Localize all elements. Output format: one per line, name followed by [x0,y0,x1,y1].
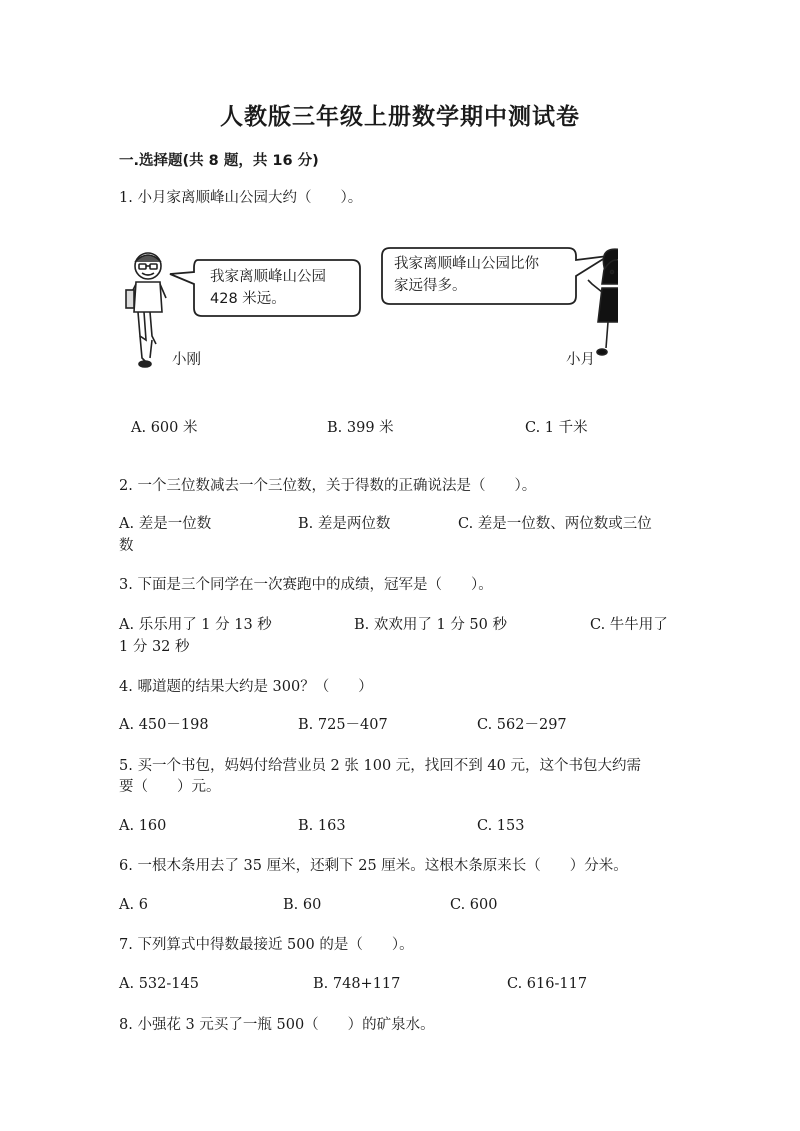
question-6-option-a[interactable]: A. 6 [119,897,148,913]
question-7-option-c[interactable]: C. 616-117 [507,976,588,992]
question-5-option-a[interactable]: A. 160 [119,818,167,834]
question-1-option-a[interactable]: A. 600 米 [131,420,198,436]
question-3-option-b[interactable]: B. 欢欢用了 1 分 50 秒 [354,617,507,633]
question-2-option-c[interactable]: C. 差是一位数、两位数或三位 [458,516,652,532]
question-3-stem: 3. 下面是三个同学在一次赛跑中的成绩，冠军是（ ）。 [119,577,493,593]
question-6-stem: 6. 一根木条用去了 35 厘米，还剩下 25 厘米。这根木条原来长（ ）分米。 [119,858,628,874]
question-2-option-b[interactable]: B. 差是两位数 [298,516,391,532]
question-7-option-b[interactable]: B. 748+117 [313,976,401,992]
question-5-stem-line-2: 要（ ）元。 [119,779,221,795]
question-8-stem: 8. 小强花 3 元买了一瓶 500（ ）的矿泉水。 [119,1017,435,1033]
question-4-option-a[interactable]: A. 450－198 [119,717,209,733]
question-2-option-c-wrap: 数 [119,538,134,554]
question-1-illustration [118,240,618,380]
question-5-option-b[interactable]: B. 163 [298,818,346,834]
right-bubble-line-1: 我家离顺峰山公园比你 [394,256,539,272]
question-6-option-c[interactable]: C. 600 [450,897,498,913]
boy-name-label: 小刚 [172,352,201,368]
question-1-stem: 1. 小月家离顺峰山公园大约（ ）。 [119,190,363,206]
question-7-option-a[interactable]: A. 532-145 [119,976,199,992]
girl-name-label: 小月 [566,352,595,368]
question-4-option-c[interactable]: C. 562－297 [477,717,567,733]
question-5-option-c[interactable]: C. 153 [477,818,525,834]
question-2-stem: 2. 一个三位数减去一个三位数，关于得数的正确说法是（ ）。 [119,478,537,494]
question-1-option-b[interactable]: B. 399 米 [327,420,394,436]
question-3-option-a[interactable]: A. 乐乐用了 1 分 13 秒 [119,617,272,633]
page-title: 人教版三年级上册数学期中测试卷 [220,104,580,130]
question-4-option-b[interactable]: B. 725－407 [298,717,388,733]
question-2-option-a[interactable]: A. 差是一位数 [119,516,212,532]
question-3-option-c[interactable]: C. 牛牛用了 [590,617,668,633]
left-bubble-line-2: 428 米远。 [210,291,286,307]
left-bubble-line-1: 我家离顺峰山公园 [210,269,326,285]
boy-figure [126,253,166,367]
question-5-stem-line-1: 5. 买一个书包，妈妈付给营业员 2 张 100 元，找回不到 40 元，这个书包大约需 [119,758,641,774]
question-6-option-b[interactable]: B. 60 [283,897,322,913]
right-bubble-line-2: 家远得多。 [394,278,467,294]
question-3-option-c-wrap: 1 分 32 秒 [119,639,190,655]
question-4-stem: 4. 哪道题的结果大约是 300？（ ） [119,679,373,695]
section-heading: 一.选择题(共 8 题，共 16 分) [119,153,319,169]
question-1-option-c[interactable]: C. 1 千米 [525,420,588,436]
question-7-stem: 7. 下列算式中得数最接近 500 的是（ ）。 [119,937,414,953]
